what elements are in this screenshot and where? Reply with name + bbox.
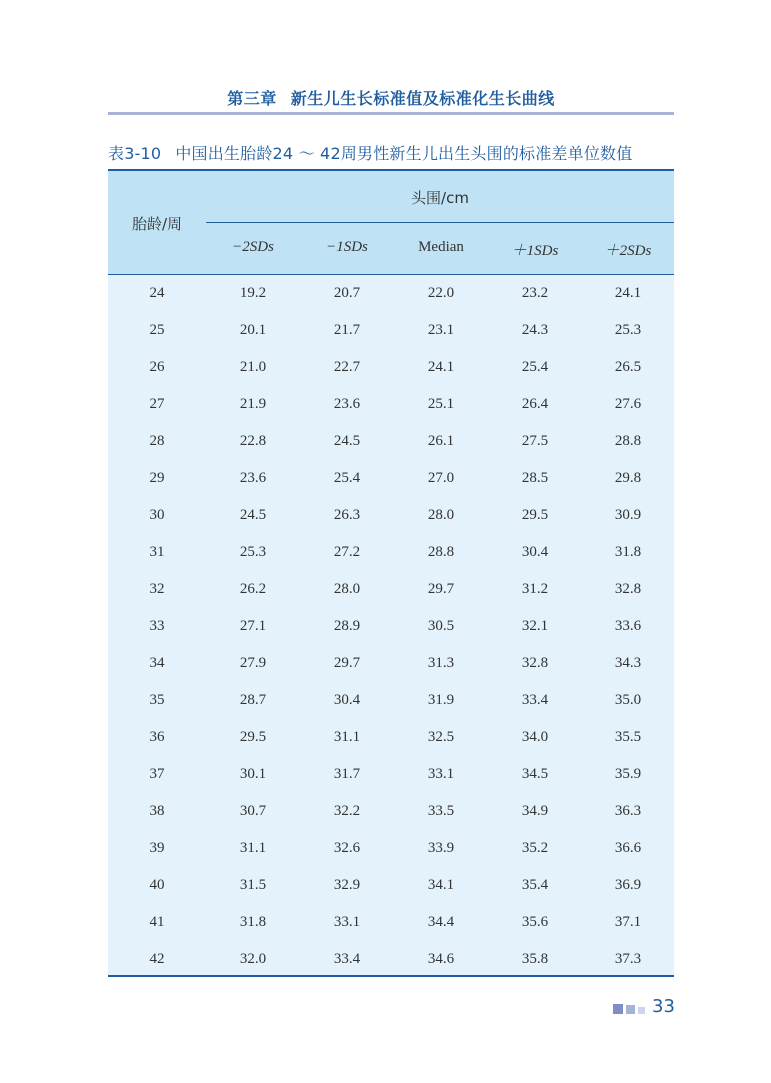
cell-median: 29.7 bbox=[427, 581, 455, 597]
cell-plus-2sds: 36.9 bbox=[614, 877, 642, 893]
table-row bbox=[108, 422, 674, 459]
cell-plus-1sds: 35.4 bbox=[521, 877, 549, 893]
cell-plus-1sds: 29.5 bbox=[521, 507, 549, 523]
cell-median: 22.0 bbox=[427, 285, 455, 301]
cell-plus-1sds: 34.9 bbox=[521, 803, 549, 819]
table-row bbox=[108, 829, 674, 866]
table-row bbox=[108, 274, 674, 311]
cell-plus-1sds: 24.3 bbox=[521, 322, 549, 338]
cell-gestational-age: 39 bbox=[149, 840, 165, 856]
header-rule bbox=[108, 112, 674, 115]
cell-gestational-age: 25 bbox=[149, 322, 165, 338]
group-header-head-circumference: 头围/cm bbox=[411, 189, 469, 207]
cell-median: 34.6 bbox=[427, 951, 455, 967]
chapter-title: 新生儿生长标准值及标准化生长曲线 bbox=[290, 89, 555, 108]
cell-gestational-age: 42 bbox=[149, 951, 165, 967]
table-row bbox=[108, 311, 674, 348]
cell-median: 24.1 bbox=[427, 359, 455, 375]
cell-minus-2sds: 20.1 bbox=[239, 322, 267, 338]
cell-minus-2sds: 24.5 bbox=[239, 507, 267, 523]
cell-plus-1sds: 35.8 bbox=[521, 951, 549, 967]
cell-minus-2sds: 22.8 bbox=[239, 433, 267, 449]
cell-gestational-age: 35 bbox=[149, 692, 165, 708]
cell-minus-1sds: 32.9 bbox=[333, 877, 361, 893]
cell-minus-2sds: 31.8 bbox=[239, 914, 267, 930]
row-header-gestational-age: 胎龄/周 bbox=[131, 215, 183, 233]
table-caption-text: 中国出生胎龄24 ～ 42周男性新生儿出生头围的标准差单位数值 bbox=[175, 144, 633, 163]
cell-median: 28.8 bbox=[427, 544, 455, 560]
column-header-minus-1sds: −1SDs bbox=[326, 239, 368, 255]
table-row bbox=[108, 644, 674, 681]
column-header-median: Median bbox=[418, 239, 464, 255]
cell-minus-1sds: 23.6 bbox=[333, 396, 361, 412]
table-row bbox=[108, 459, 674, 496]
cell-median: 25.1 bbox=[427, 396, 455, 412]
cell-minus-1sds: 28.9 bbox=[333, 618, 361, 634]
cell-median: 28.0 bbox=[427, 507, 455, 523]
group-header-rule bbox=[206, 222, 674, 223]
cell-gestational-age: 40 bbox=[149, 877, 165, 893]
column-header-plus-1sds: ＋1SDs bbox=[511, 243, 559, 259]
cell-gestational-age: 38 bbox=[149, 803, 165, 819]
cell-plus-2sds: 31.8 bbox=[614, 544, 642, 560]
cell-gestational-age: 33 bbox=[149, 618, 165, 634]
cell-minus-2sds: 30.7 bbox=[239, 803, 267, 819]
cell-plus-1sds: 34.5 bbox=[521, 766, 549, 782]
cell-gestational-age: 31 bbox=[149, 544, 165, 560]
cell-plus-1sds: 23.2 bbox=[521, 285, 549, 301]
cell-plus-1sds: 32.8 bbox=[521, 655, 549, 671]
cell-plus-2sds: 35.5 bbox=[614, 729, 642, 745]
table-body bbox=[108, 274, 674, 977]
marker-square-1 bbox=[613, 1004, 623, 1014]
cell-median: 31.3 bbox=[427, 655, 455, 671]
cell-plus-1sds: 26.4 bbox=[521, 396, 549, 412]
cell-plus-2sds: 37.1 bbox=[614, 914, 642, 930]
column-header-plus-2sds: ＋2SDs bbox=[604, 243, 652, 259]
cell-minus-2sds: 27.1 bbox=[239, 618, 267, 634]
cell-plus-1sds: 35.2 bbox=[521, 840, 549, 856]
table-header bbox=[108, 171, 674, 275]
cell-plus-1sds: 28.5 bbox=[521, 470, 549, 486]
cell-plus-2sds: 36.3 bbox=[614, 803, 642, 819]
data-table bbox=[108, 169, 674, 977]
table-caption bbox=[108, 141, 678, 164]
table-caption-number: 表3-10 bbox=[108, 144, 162, 163]
table-row bbox=[108, 570, 674, 607]
cell-minus-2sds: 30.1 bbox=[239, 766, 267, 782]
cell-minus-1sds: 29.7 bbox=[333, 655, 361, 671]
cell-minus-1sds: 31.1 bbox=[333, 729, 361, 745]
page-number: 33 bbox=[652, 996, 675, 1017]
cell-minus-2sds: 19.2 bbox=[239, 285, 267, 301]
cell-minus-2sds: 27.9 bbox=[239, 655, 267, 671]
cell-plus-2sds: 29.8 bbox=[614, 470, 642, 486]
cell-minus-1sds: 32.6 bbox=[333, 840, 361, 856]
cell-minus-2sds: 31.5 bbox=[239, 877, 267, 893]
cell-median: 23.1 bbox=[427, 322, 455, 338]
cell-median: 26.1 bbox=[427, 433, 455, 449]
table-row bbox=[108, 607, 674, 644]
table-row bbox=[108, 792, 674, 829]
table-row bbox=[108, 681, 674, 718]
table-row bbox=[108, 385, 674, 422]
table-row bbox=[108, 903, 674, 940]
cell-plus-2sds: 25.3 bbox=[614, 322, 642, 338]
table-row bbox=[108, 866, 674, 903]
cell-minus-1sds: 21.7 bbox=[333, 322, 361, 338]
cell-gestational-age: 27 bbox=[149, 396, 165, 412]
cell-minus-2sds: 29.5 bbox=[239, 729, 267, 745]
cell-gestational-age: 24 bbox=[149, 285, 165, 301]
cell-gestational-age: 26 bbox=[149, 359, 165, 375]
cell-median: 34.4 bbox=[427, 914, 455, 930]
chapter-label: 第三章 bbox=[227, 89, 277, 108]
cell-minus-1sds: 24.5 bbox=[333, 433, 361, 449]
cell-minus-2sds: 25.3 bbox=[239, 544, 267, 560]
cell-gestational-age: 28 bbox=[149, 433, 165, 449]
cell-plus-1sds: 33.4 bbox=[521, 692, 549, 708]
cell-plus-1sds: 30.4 bbox=[521, 544, 549, 560]
cell-plus-2sds: 35.0 bbox=[614, 692, 642, 708]
cell-minus-2sds: 26.2 bbox=[239, 581, 267, 597]
cell-gestational-age: 30 bbox=[149, 507, 165, 523]
cell-plus-2sds: 37.3 bbox=[614, 951, 642, 967]
cell-minus-1sds: 31.7 bbox=[333, 766, 361, 782]
table-row bbox=[108, 755, 674, 792]
table-row bbox=[108, 940, 674, 977]
cell-plus-2sds: 32.8 bbox=[614, 581, 642, 597]
cell-plus-2sds: 28.8 bbox=[614, 433, 642, 449]
cell-plus-1sds: 35.6 bbox=[521, 914, 549, 930]
cell-plus-2sds: 34.3 bbox=[614, 655, 642, 671]
cell-median: 33.9 bbox=[427, 840, 455, 856]
column-header-minus-2sds: −2SDs bbox=[232, 239, 274, 255]
cell-minus-1sds: 30.4 bbox=[333, 692, 361, 708]
cell-gestational-age: 29 bbox=[149, 470, 165, 486]
table-row bbox=[108, 718, 674, 755]
cell-minus-2sds: 28.7 bbox=[239, 692, 267, 708]
cell-gestational-age: 32 bbox=[149, 581, 165, 597]
cell-plus-2sds: 27.6 bbox=[614, 396, 642, 412]
cell-plus-1sds: 25.4 bbox=[521, 359, 549, 375]
cell-minus-1sds: 27.2 bbox=[333, 544, 361, 560]
cell-plus-2sds: 26.5 bbox=[614, 359, 642, 375]
cell-minus-1sds: 33.1 bbox=[333, 914, 361, 930]
table-row bbox=[108, 533, 674, 570]
cell-gestational-age: 34 bbox=[149, 655, 165, 671]
cell-median: 32.5 bbox=[427, 729, 455, 745]
cell-plus-2sds: 24.1 bbox=[614, 285, 642, 301]
cell-median: 34.1 bbox=[427, 877, 455, 893]
cell-plus-2sds: 35.9 bbox=[614, 766, 642, 782]
marker-square-2 bbox=[626, 1005, 635, 1014]
cell-minus-1sds: 20.7 bbox=[333, 285, 361, 301]
cell-plus-2sds: 30.9 bbox=[614, 507, 642, 523]
cell-median: 33.1 bbox=[427, 766, 455, 782]
cell-median: 30.5 bbox=[427, 618, 455, 634]
marker-square-3 bbox=[638, 1007, 645, 1014]
cell-minus-1sds: 25.4 bbox=[333, 470, 361, 486]
table-row bbox=[108, 348, 674, 385]
cell-median: 31.9 bbox=[427, 692, 455, 708]
cell-median: 27.0 bbox=[427, 470, 455, 486]
cell-minus-2sds: 23.6 bbox=[239, 470, 267, 486]
cell-plus-1sds: 32.1 bbox=[521, 618, 549, 634]
cell-minus-2sds: 21.0 bbox=[239, 359, 267, 375]
cell-plus-1sds: 34.0 bbox=[521, 729, 549, 745]
cell-gestational-age: 36 bbox=[149, 729, 165, 745]
running-head bbox=[108, 86, 674, 109]
cell-plus-2sds: 36.6 bbox=[614, 840, 642, 856]
cell-median: 33.5 bbox=[427, 803, 455, 819]
cell-gestational-age: 41 bbox=[149, 914, 165, 930]
cell-minus-1sds: 33.4 bbox=[333, 951, 361, 967]
cell-plus-1sds: 31.2 bbox=[521, 581, 549, 597]
cell-minus-1sds: 22.7 bbox=[333, 359, 361, 375]
cell-minus-2sds: 32.0 bbox=[239, 951, 267, 967]
cell-minus-1sds: 26.3 bbox=[333, 507, 361, 523]
cell-minus-2sds: 21.9 bbox=[239, 396, 267, 412]
cell-minus-1sds: 32.2 bbox=[333, 803, 361, 819]
cell-gestational-age: 37 bbox=[149, 766, 165, 782]
table-row bbox=[108, 496, 674, 533]
cell-minus-2sds: 31.1 bbox=[239, 840, 267, 856]
cell-plus-1sds: 27.5 bbox=[521, 433, 549, 449]
cell-plus-2sds: 33.6 bbox=[614, 618, 642, 634]
cell-minus-1sds: 28.0 bbox=[333, 581, 361, 597]
